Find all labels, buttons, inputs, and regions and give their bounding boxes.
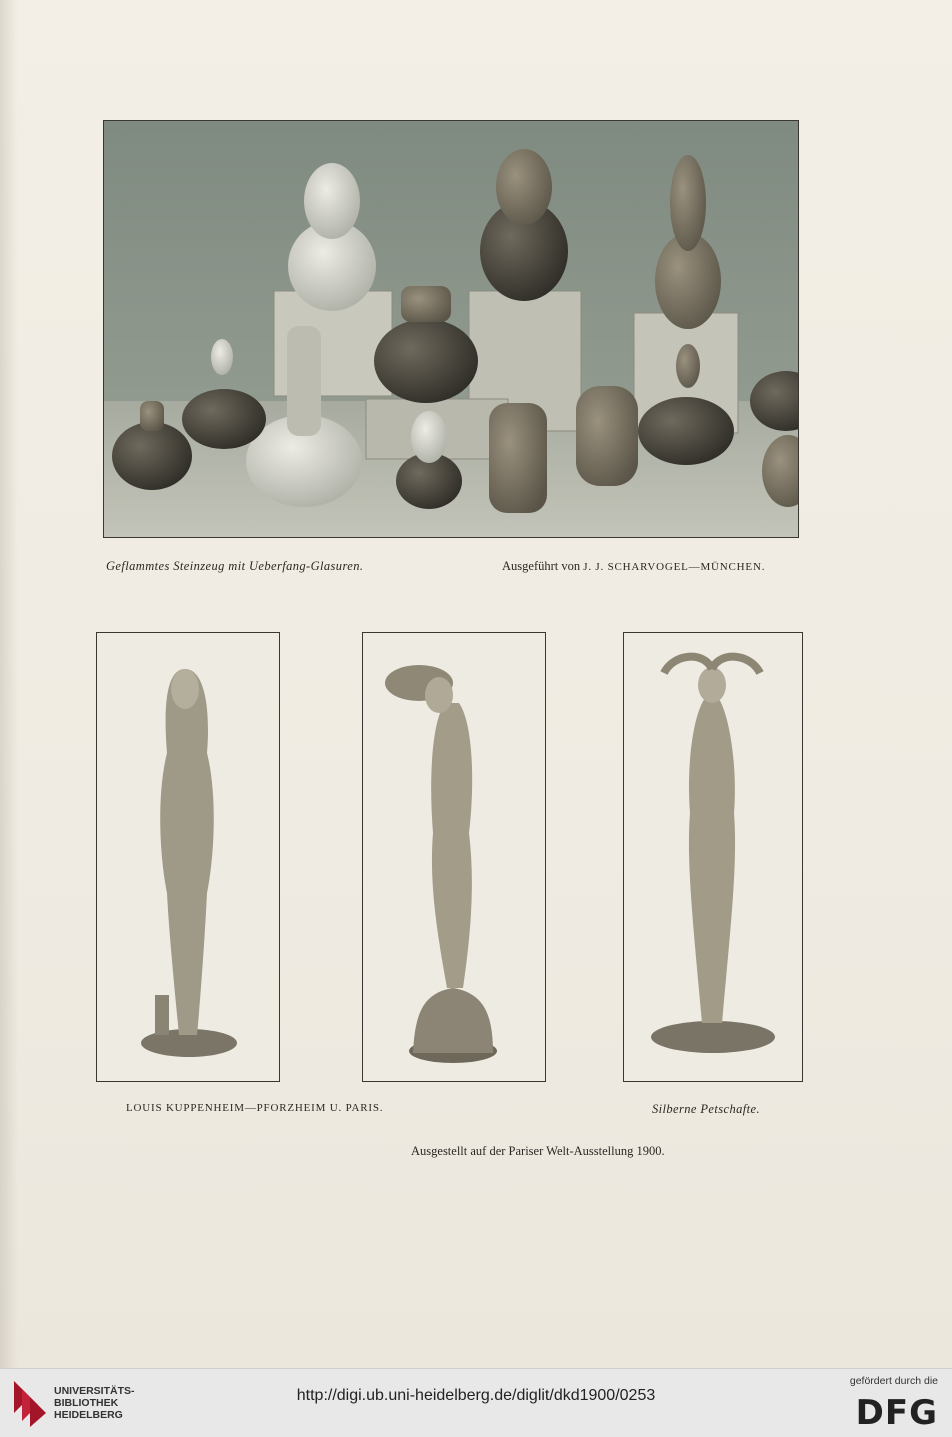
ceramics-maker-name: J. J. SCHARVOGEL—MÜNCHEN. xyxy=(583,561,766,573)
ceramics-caption: Geflammtes Steinzeug mit Ueberfang-Glasuren. xyxy=(106,559,364,573)
ceramics-photo xyxy=(103,120,799,538)
library-name-line-3: HEIDELBERG xyxy=(54,1409,123,1421)
statuette-photo-middle xyxy=(362,632,546,1082)
library-name-line-2: BIBLIOTHEK xyxy=(54,1397,119,1409)
page-fold-shadow xyxy=(0,0,18,1368)
statuettes-maker-caption: LOUIS KUPPENHEIM—PFORZHEIM U. PARIS. xyxy=(126,1102,384,1114)
digitization-footer xyxy=(0,1368,952,1437)
dfg-logo: DFG xyxy=(855,1393,938,1433)
permalink-url[interactable]: http://digi.ub.uni-heidelberg.de/diglit/dkd1900/0253 xyxy=(296,1387,656,1404)
statuette-photo-right xyxy=(623,632,803,1082)
ceramics-maker-caption xyxy=(502,559,765,574)
statuettes-title-caption: Silberne Petschafte. xyxy=(652,1102,760,1116)
exhibition-caption: Ausgestellt auf der Pariser Welt-Ausstellung 1900. xyxy=(411,1144,665,1158)
library-name-line-1: UNIVERSITÄTS- xyxy=(54,1385,135,1397)
funded-by-label: gefördert durch die xyxy=(849,1375,938,1387)
ceramics-maker-prefix: Ausgeführt von xyxy=(502,559,581,573)
statuette-photo-left xyxy=(96,632,280,1082)
